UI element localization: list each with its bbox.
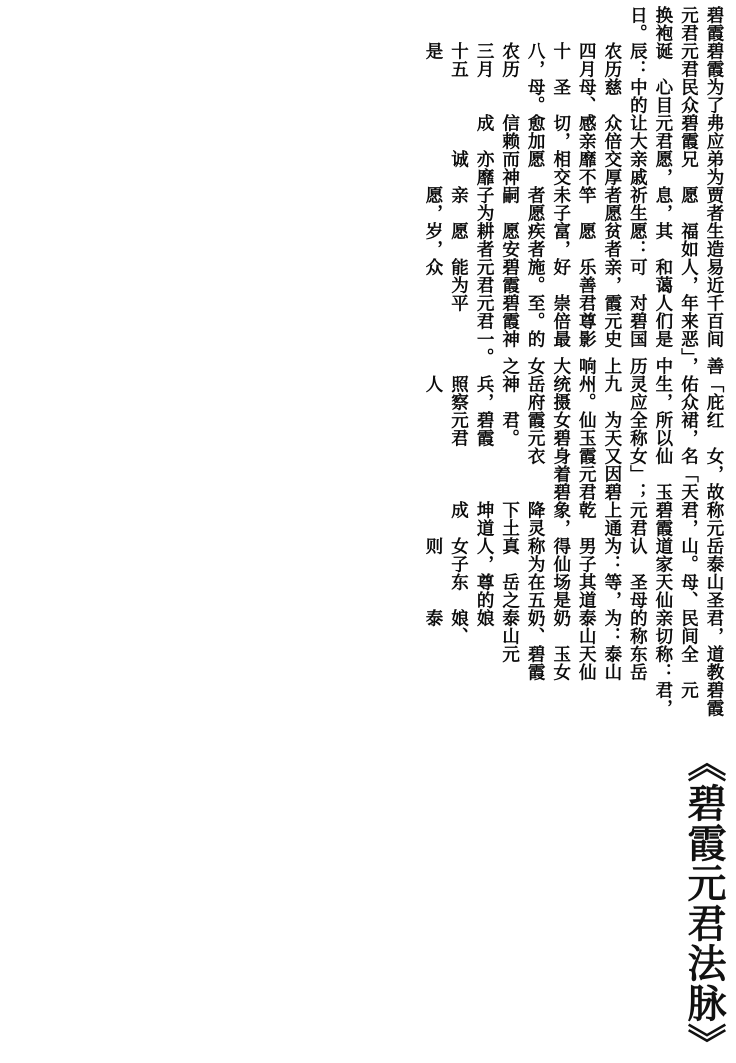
document-title: 《碧霞元君法脉》 <box>681 743 727 1063</box>
text-column-1: 红裙，所以全称为天仙玉女碧霞元君。碧霞元君 <box>448 411 724 448</box>
text-column-4: 千百年来人们对碧霞元君尊崇倍至。碧霞元君平 <box>448 294 724 330</box>
text-column-b3: 山圣母、天仙圣母等，其道场是在五岳之尊的东 <box>448 573 724 610</box>
text-column-9: 弗应 碧霞元君让大众倍感亲切，愈加信赖 成 <box>474 114 724 150</box>
text-column-7: 贾者愿息，祈生者愿竿 未子者愿嗣 子为亲愿， <box>422 186 724 222</box>
text-column-5: 易近人，和蔼可亲，乐善好施。碧霞元君能为众 <box>422 258 724 294</box>
text-column-12: 碧霞元君换袍日。 <box>627 6 724 42</box>
text-column-6: 生造福如其愿：贫者愿富，疾者愿安 耕者愿岁， <box>422 222 724 258</box>
text-column-b1: 道教全称：东岳泰山天仙玉女碧霞元 <box>499 645 724 682</box>
text-column-b5: 称元君，碧霞元君上通乾象，降灵下土 坤道成 <box>448 501 724 538</box>
text-column-11: 碧霞元君诞辰：农历四月十八，农历三月十五是 <box>422 42 724 78</box>
text-column-3: 间善恶」，是中国历史上影响最大的女神之一。 <box>474 330 724 376</box>
text-column-b2: 君，民间亲切的称为：泰山奶奶、泰山娘娘、泰 <box>422 609 724 646</box>
text-column-b4: 岳泰山。道家认为：男子得仙称为真人，女子则 <box>422 537 724 574</box>
text-column-0: 女，故名「天仙玉女」；又因碧霞元君身着碧衣 <box>525 447 724 502</box>
text-column-b0: 碧霞元君， <box>652 681 724 718</box>
vertical-text-body <box>8 6 727 1063</box>
text-column-8: 弟为兄愿，亲戚交厚 靡不相交愿 而神亦靡诚 <box>448 150 724 186</box>
text-column-10: 为了民众心目中的慈母、圣母。 <box>525 78 724 114</box>
text-column-2: 「庇佑众生，灵应九州。统摄岳府神兵，照察人 <box>422 375 724 412</box>
